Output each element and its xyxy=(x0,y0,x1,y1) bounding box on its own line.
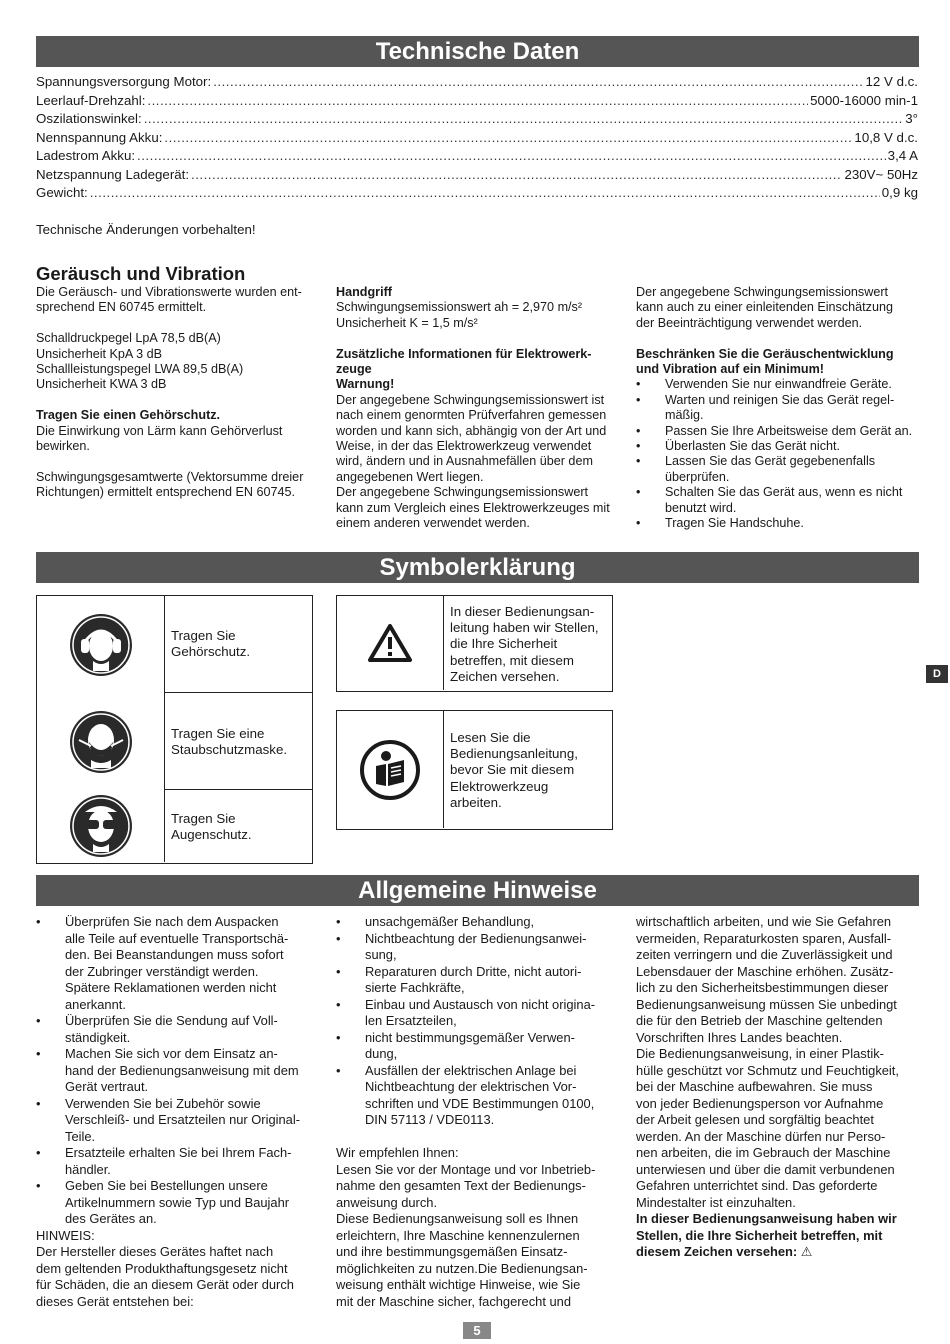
spec-row: Netzspannung Ladegerät: ..... 230V~ 50Hz xyxy=(36,166,918,185)
list-item: • Reparaturen durch Dritte, nicht autori- sierte Fachkräfte, xyxy=(336,963,582,995)
list-item: • unsachgemäßer Behandlung, xyxy=(336,914,535,929)
manual-symbol-table: Lesen Sie die Bedienungsanleitung, bevor Sie mit diesem Elektrowerkzeug arbeiten. xyxy=(336,710,613,830)
list-item: • nicht bestimmungsgemäßer Verwen- dung, xyxy=(336,1029,575,1061)
spec-list xyxy=(36,73,918,203)
general-col-2: • unsachgemäßer Behandlung, • Nichtbeachtung der Bedienungsanwei- sung, • Reparaturen durch Dritte, nicht autori- sierte Fachkräfte, • Einbau und Austausch von nicht origina- len Ersatzteilen, • nicht bestimmungsgemäßer Verwen- dung, • Ausfällen der elektrischen Anlage bei Nichtbeachtung der elektrischen Vor- schriften und VDE Bestimmungen 0100, DIN 57113 / VDE0113. Wir empfehlen Ihnen: Lesen Sie vor der Montage und vor Inbetrieb- nahme den gesamten Text der Bedienungs- anweisung durch. Diese Bedienungsanweisung soll es Ihnen erleichtern, Ihre Maschine kennenzulernen und ihre bestimmungsgemäßen Einsatz- möglichkeiten zu nutzen.Die Bedienungsan- weisung enthält wichtige Hinweise, wie Sie mit der Maschine sicher, fachgerecht und xyxy=(336,914,626,1310)
list-item: • Überprüfen Sie die Sendung auf Voll- ständigkeit. xyxy=(36,1013,278,1045)
spec-row: Spannungsversorgung Motor: ..... 12 V d.c. xyxy=(36,73,918,92)
general-col-1: • Überprüfen Sie nach dem Auspacken alle Teile auf eventuelle Transportschä- den. Bei Beanstandungen muss sofort der Zubringer verständigt werden. Spätere Reklamationen werden nicht anerkannt. • Überprüfen Sie die Sendung auf Voll- ständigkeit. • Machen Sie sich vor dem Einsatz an- hand der Bedienungsanweisung mit dem Gerät vertraut. • Verwenden Sie bei Zubehör sowie Verschleiß- und Ersatzteilen nur Original- Teile. • Ersatzteile erhalten Sie bei Ihrem Fach- händler. • Geben Sie bei Bestellungen unsere Artikelnummern sowie Typ und Baujahr des Gerätes an. HINWEIS: Der Hersteller dieses Gerätes haftet nach dem geltenden Produkthaftungsgesetz nicht für Schäden, die an diesem Gerät oder durch dieses Gerät entstehen bei: xyxy=(36,914,326,1310)
noise-col-3: Der angegebene Schwingungsemissionswert kann auch zu einer einleitenden Einschätzung der Beeinträchtigung verwendet werden. Beschränken Sie die Geräuschentwicklung und Vibration auf ein Minimum! • Verwenden Sie nur einwandfreie Geräte. • Warten und reinigen Sie das Gerät regel- mäßig. • Passen Sie Ihre Arbeitsweise dem Gerät an. • Überlasten Sie das Gerät nicht. • Lassen Sie das Gerät gegebenenfalls überprüfen. • Schalten Sie das Gerät aus, wenn es nicht benutzt wird. • Tragen Sie Handschuhe. xyxy=(636,285,921,531)
list-item: • Passen Sie Ihre Arbeitsweise dem Gerät an. xyxy=(636,423,913,438)
list-item: • Verwenden Sie nur einwandfreie Geräte. xyxy=(636,377,892,392)
eye-protection-icon xyxy=(37,790,165,862)
list-item: • Geben Sie bei Bestellungen unsere Artikelnummern sowie Typ und Baujahr des Gerätes an. xyxy=(36,1178,290,1226)
spec-row: Gewicht: ..... 0,9 kg xyxy=(36,184,918,203)
page-number: 5 xyxy=(463,1322,491,1339)
list-item: • Nichtbeachtung der Bedienungsanwei- sung, xyxy=(336,930,587,962)
list-item: • Lassen Sie das Gerät gegebenenfalls überprüfen. xyxy=(636,454,876,484)
section-bar-symbols: Symbolerklärung xyxy=(36,552,919,583)
warning-triangle-icon xyxy=(337,596,444,690)
noise-col-2: Handgriff Schwingungsemissionswert ah = 2,970 m/s² Unsicherheit K = 1,5 m/s² Zusätzliche Informationen für Elektrowerk- zeuge Warnung! Der angegebene Schwingungsemissionswert ist nach einem genormten Prüfverfahren gemessen worden und kann sich, abhängig von der Art und Weise, in der das Elektrowerkzeug verwendet wird, ändern und in Ausnahmefällen über dem angegebenen Wert liegen. Der angegebene Schwingungsemissionswert kann zum Vergleich eines Elektrowerkzeuges mit einem anderen verwendet werden. xyxy=(336,285,610,531)
section-bar-general: Allgemeine Hinweise xyxy=(36,875,919,906)
noise-col-1: Die Geräusch- und Vibrationswerte wurden ent- sprechend EN 60745 ermittelt. Schalldruckpegel LpA 78,5 dB(A) Unsicherheit KpA 3 dB Schallleistungspegel LWA 89,5 dB(A) Unsicherheit KWA 3 dB Tragen Sie einen Gehörschutz. Die Einwirkung von Lärm kann Gehörverlust bewirken. Schwingungsgesamtwerte (Vektorsumme dreier Richtungen) ermittelt entsprechend EN 60745. xyxy=(36,285,304,500)
list-item: • Überprüfen Sie nach dem Auspacken alle Teile auf eventuelle Transportschä- den. Bei Beanstandungen muss sofort der Zubringer verständigt werden. Spätere Reklamationen werden nicht anerkannt. xyxy=(36,914,289,1012)
list-item: • Warten und reinigen Sie das Gerät regel- mäßig. xyxy=(636,392,895,423)
read-manual-icon xyxy=(337,711,444,828)
list-item: • Überlasten Sie das Gerät nicht. xyxy=(636,439,841,454)
list-item: • Tragen Sie Handschuhe. xyxy=(636,516,804,531)
spec-row: Nennspannung Akku: ..... 10,8 V d.c. xyxy=(36,129,918,148)
general-col-3: wirtschaftlich arbeiten, und wie Sie Gefahren vermeiden, Reparaturkosten sparen, Ausfall- zeiten verringern und die Zuverlässigkeit und Lebensdauer der Maschine erhöhen. Zusätz- lich zu den Sicherheitsbestimmungen dieser Bedienungsanweisung müssen Sie unbedingt die für den Betrieb der Maschine geltenden Vorschriften Ihres Landes beachten. Die Bedienungsanweisung, in einer Plastik- hülle geschützt vor Schmutz und Feuchtigkeit, bei der Maschine aufbewahren. Sie muss von jeder Bedienungsperson vor Aufnahme der Arbeit gelesen und sorgfältig beachtet werden. An der Maschine dürfen nur Perso- nen arbeiten, die im Gebrauch der Maschine unterwiesen und über die damit verbundenen Gefahren unterrichtet sind. Das geforderte Mindestalter ist einzuhalten. In dieser Bedienungsanweisung haben wir Stellen, die Ihre Sicherheit betreffen, mit diesem Zeichen versehen: ⚠ xyxy=(636,914,899,1259)
tech-note: Technische Änderungen vorbehalten! xyxy=(36,222,256,237)
ppe-symbol-table: Tragen Sie Gehörschutz. Tragen Sie eine Staubschutzmaske. Tragen Sie Augenschutz. xyxy=(36,595,313,864)
spec-row: Ladestrom Akku: ..... 3,4 A xyxy=(36,147,918,166)
spec-row: Oszilationswinkel: ..... 3° xyxy=(36,110,918,129)
list-item: • Schalten Sie das Gerät aus, wenn es nicht benutzt wird. xyxy=(636,485,903,515)
spec-row: Leerlauf-Drehzahl: ..... 5000-16000 min-1 xyxy=(36,92,918,111)
list-item: • Verwenden Sie bei Zubehör sowie Verschleiß- und Ersatzteilen nur Original- Teile. xyxy=(36,1095,300,1144)
list-item: • Machen Sie sich vor dem Einsatz an- hand der Bedienungsanweisung mit dem Gerät vertraut. xyxy=(36,1046,299,1094)
noise-heading: Geräusch und Vibration xyxy=(36,263,246,284)
list-item: • Ersatzteile erhalten Sie bei Ihrem Fach- händler. xyxy=(36,1145,292,1177)
list-item: • Einbau und Austausch von nicht origina- len Ersatzteilen, xyxy=(336,996,596,1028)
language-tab: D xyxy=(926,665,948,683)
warning-symbol-table: In dieser Bedienungsan- leitung haben wir Stellen, die Ihre Sicherheit betreffen, mit diesem Zeichen versehen. xyxy=(336,595,613,692)
dust-mask-icon xyxy=(37,694,165,790)
section-bar-tech: Technische Daten xyxy=(36,36,919,67)
list-item: • Ausfällen der elektrischen Anlage bei Nichtbeachtung der elektrischen Vor- schriften und VDE Bestimmungen 0100, DIN 57113 / VDE0113. xyxy=(336,1062,595,1127)
ear-protection-icon xyxy=(37,596,165,694)
